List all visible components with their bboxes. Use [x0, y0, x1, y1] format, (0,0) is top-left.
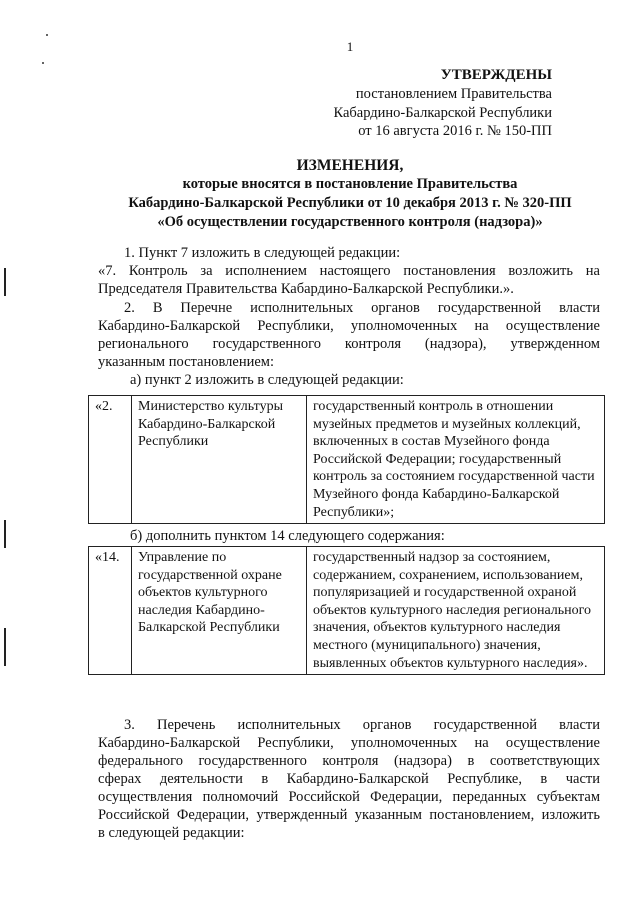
approval-line: постановлением Правительства	[355, 86, 552, 102]
item1-text: «7. Контроль за исполнением настоящего постановления возложить на	[98, 263, 600, 279]
scan-margin-mark	[4, 628, 6, 666]
item2-text: указанным постановлением:	[98, 354, 274, 370]
document-title	[90, 156, 610, 232]
scan-speck	[42, 62, 44, 64]
title-main: ИЗМЕНЕНИЯ,	[296, 157, 404, 174]
table-row	[89, 396, 605, 524]
item3-text: Кабардино-Балкарской Республики, уполномоченных на осуществление	[98, 735, 600, 751]
approval-heading: УТВЕРЖДЕНЫ	[440, 67, 552, 83]
item2-text: Кабардино-Балкарской Республики, уполномоченных на осуществление	[98, 318, 600, 334]
item3-text: Российской Федерации, утвержденный указанным постановлением, изложить	[98, 807, 600, 823]
approval-block	[222, 66, 552, 141]
item2-sub-b: б) дополнить пунктом 14 следующего содержания:	[130, 528, 445, 544]
page-number: 1	[346, 39, 354, 54]
item2-sub-a: а) пункт 2 изложить в следующей редакции:	[130, 372, 404, 388]
organization-cell: Министерство культуры Кабардино-Балкарской Республики	[132, 396, 307, 524]
item3-text: 3. Перечень исполнительных органов государственной власти	[124, 717, 600, 733]
function-cell: государственный надзор за состоянием, содержанием, сохранением, использованием, популяризацией и государственной охраной объектов культурного наследия регионального значения, объектов культурного наследия местного (муниципального) значения, выявленных объектов культурного наследия».	[307, 547, 605, 675]
item3-text: федерального государственного контроля (надзора) в соответствующих	[98, 753, 600, 769]
scan-margin-mark	[4, 268, 6, 296]
title-line: Кабардино-Балкарской Республики от 10 декабря 2013 г. № 320-ПП	[128, 195, 572, 211]
item2-text: 2. В Перечне исполнительных органов государственной власти	[124, 300, 600, 316]
item3-text: сферах деятельности в Кабардино-Балкарской Республике, в части	[98, 771, 600, 787]
approval-line: Кабардино-Балкарской Республики	[333, 104, 552, 121]
row-number: «14.	[89, 547, 132, 675]
item1-heading: 1. Пункт 7 изложить в следующей редакции:	[124, 245, 401, 261]
amendment-table-b	[88, 546, 605, 675]
organization-cell: Управление по государственной охране объектов культурного наследия Кабардино-Балкарской Республики	[132, 547, 307, 675]
row-number: «2.	[89, 396, 132, 524]
approval-line: от 16 августа 2016 г. № 150-ПП	[358, 123, 552, 139]
item2-text: регионального государственного контроля (надзора), утвержденном	[98, 336, 600, 352]
title-line: «Об осуществлении государственного контроля (надзора)»	[157, 214, 543, 230]
item3-text: в следующей редакции:	[98, 825, 245, 841]
scan-speck	[46, 34, 48, 36]
title-line: которые вносятся в постановление Правительства	[182, 176, 518, 192]
item3-text: осуществления полномочий Российской Федерации, переданных субъектам	[98, 789, 600, 805]
item1-text: Председателя Правительства Кабардино-Балкарской Республики.».	[98, 281, 514, 297]
scan-margin-mark	[4, 520, 6, 548]
table-row	[89, 547, 605, 675]
function-cell: государственный контроль в отношении музейных предметов и музейных коллекций, включенных в состав Музейного фонда Российской Федерации; государственный контроль за состоянием государственной части Музейного фонда Кабардино-Балкарской Республики»;	[307, 396, 605, 524]
amendment-table-a	[88, 395, 605, 524]
